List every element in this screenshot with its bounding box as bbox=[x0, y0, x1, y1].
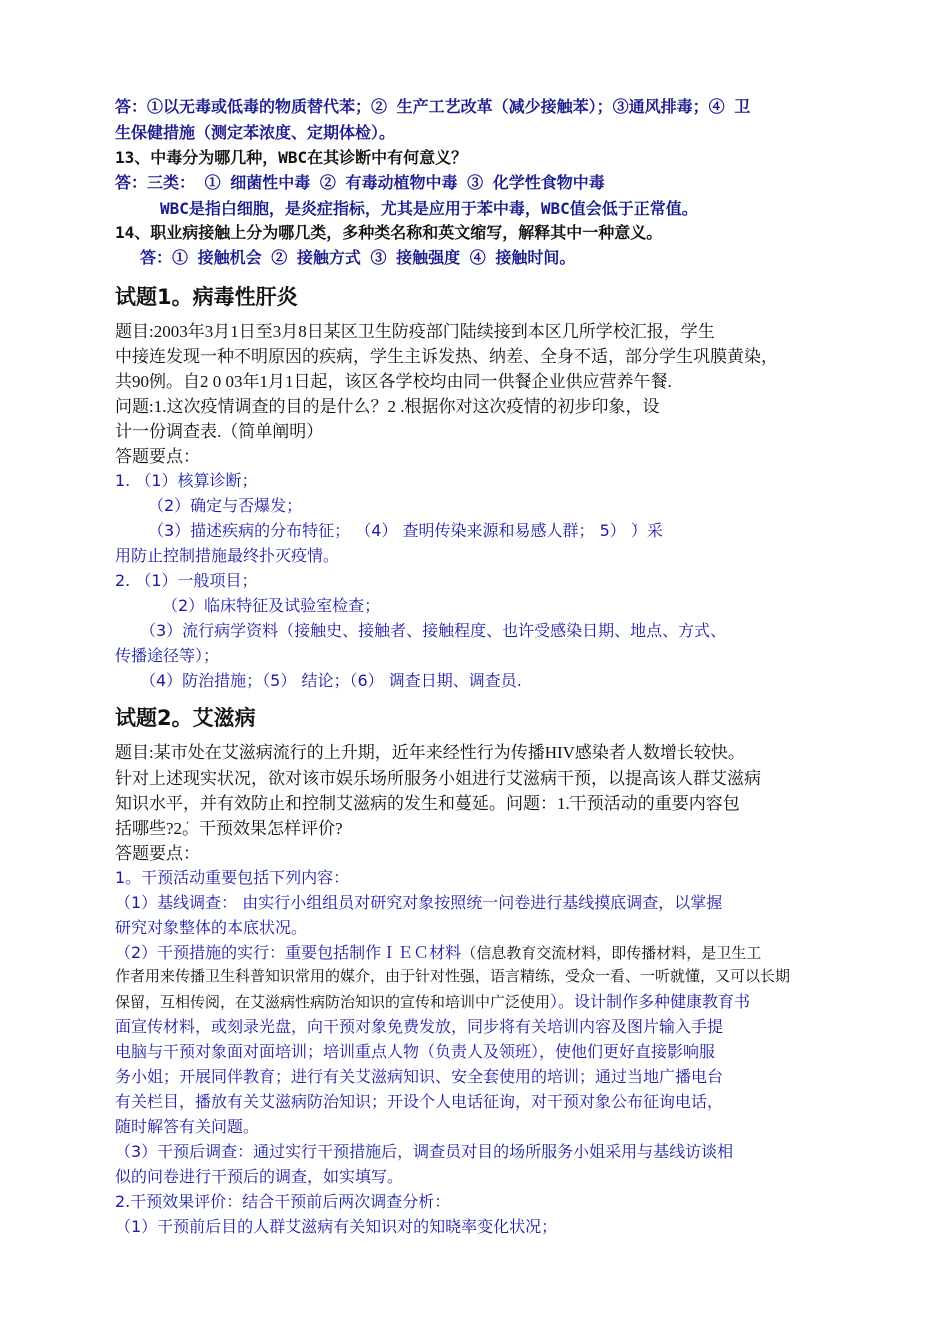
q2-answer-4-main: （2）干预措施的实行：重要包括制作ＩＥＣ材料 bbox=[115, 943, 462, 962]
q1-answer-6: （2）临床特征及试验室检查； bbox=[162, 596, 381, 615]
q2-answer-10: 有关栏目，播放有关艾滋病防治知识；开设个人电话征询，对干预对象公布征询电话， bbox=[115, 1092, 724, 1111]
q2-answer-key-label: 答题要点： bbox=[115, 844, 200, 863]
q2-answer-6-note: 保留，互相传阅，在艾滋病性病防治知识的宣传和培训中广泛使用 bbox=[115, 995, 551, 1011]
q2-answer-15: （1）干预前后目的人群艾滋病有关知识对的知晓率变化状况； bbox=[115, 1217, 558, 1236]
question-13: 13、中毒分为哪几种，WBC在其诊断中有何意义？ bbox=[115, 148, 468, 167]
heading-question-1: 试题1。病毒性肝炎 bbox=[115, 285, 298, 309]
q1-answer-9: （4）防治措施；（5） ܿ结论；（6） ܿ调查日期、调查员. bbox=[140, 671, 522, 690]
q2-answer-14: 2.干预效果评价：结合干预前后两次调查分析： bbox=[115, 1192, 451, 1211]
question-14: 14、职业病接触上分为哪几类，多种类名称和英文缩写，解释其中一种意义。 bbox=[115, 223, 663, 242]
heading-question-2: 试题2。艾滋病 bbox=[115, 706, 256, 730]
q2-answer-12: （3）干预后调查：通过实行干预措施后，调查员对目的场所服务小姐采用与基线访谈相 bbox=[115, 1142, 734, 1161]
q1-prompt-line-2: 中接连发现一种不明原因的疾病，学生主诉发热、纳差、全身不适，部分学生巩膜黄染， bbox=[115, 347, 778, 366]
q2-answer-1: 1。干预活动重要包括下列内容： bbox=[115, 868, 350, 887]
answer-12-line-1: 答：①以无毒或低毒的物质替代苯；② 生产工艺改革（减少接触苯）；③通风排毒；④ 卫 bbox=[115, 97, 751, 116]
q1-answer-2: （2）确定与否爆发； bbox=[148, 496, 303, 515]
q1-prompt-line-3: 共90例。自2 0 03年1月1日起，该区各学校均由同一供餐企业供应营养午餐. bbox=[115, 372, 672, 391]
q2-answer-11: 随时解答有关问题。 bbox=[115, 1117, 260, 1136]
q1-answer-3: （3）描述疾病的分布特征； （4） ܿ查明传染来源和易感人群； 5） ܿ）采 bbox=[148, 521, 663, 540]
q2-prompt-line-1: 题目:某市处在艾滋病流行的上升期，近年来经性行为传播HIV感染者人数增长较快。 bbox=[115, 743, 745, 762]
q2-answer-13: 似的问卷进行干预后的调查，如实填写。 bbox=[115, 1167, 404, 1186]
q2-answer-6-main: ）。设计制作多种健康教育书 bbox=[550, 992, 751, 1011]
q2-answer-3: 研究对象整体的本底状况。 bbox=[115, 918, 308, 937]
q1-answer-8: 传播途径等）； bbox=[115, 646, 220, 665]
q1-prompt-line-1: 题目:2003年3月1日至3月8日某区卫生防疫部门陆续接到本区几所学校汇报，学生 bbox=[115, 322, 715, 341]
q1-answer-key-label: 答题要点： bbox=[115, 447, 200, 466]
q2-answer-4 bbox=[115, 945, 761, 962]
q2-answer-9: 务小姐；开展同伴教育；进行有关艾滋病知识、安全套使用的培训；通过当地广播电台 bbox=[115, 1067, 724, 1086]
q1-prompt-line-5: 计一份调查表.（简单阐明） bbox=[115, 422, 324, 441]
answer-13-line-2: WBC是指白细胞，是炎症指标，尤其是应用于苯中毒，WBC值会低于正常值。 bbox=[160, 199, 698, 218]
q1-prompt-line-4: 问题:1.这次疫情调查的目的是什么？2 ܿ.根据你对这次疫情的初步印象，设 bbox=[115, 397, 660, 416]
q2-prompt-line-2: 针对上述现实状况，欲对该市娱乐场所服务小姐进行艾滋病干预，以提高该人群艾滋病 bbox=[115, 769, 761, 788]
answer-14: 答：① 接触机会 ② 接触方式 ③ 接触强度 ④ 接触时间。 bbox=[140, 248, 576, 267]
q2-prompt-line-4: 括哪些?2ܿ。干预效果怎样评价? bbox=[115, 819, 343, 838]
q2-answer-2: （1）基线调查： 由实行小组组员对研究对象按照统一问卷进行基线摸底调查，以掌握 bbox=[115, 893, 723, 912]
q2-prompt-line-3: 知识水平，并有效防止和控制艾滋病的发生和蔓延。ܿ问题：1ܿ.干预活动的重要内容包 bbox=[115, 794, 740, 813]
answer-12-line-2: 生保健措施（测定苯浓度、定期体检）。 bbox=[115, 123, 396, 142]
q1-answer-1: 1. （1）核算诊断； bbox=[115, 471, 258, 490]
q2-answer-7: 面宣传材料，或刻录光盘，向干预对象免费发放，同步将有关培训内容及图片输入手提 bbox=[115, 1017, 724, 1036]
q1-answer-4: 用防止控制措施最终扑灭疫情。 bbox=[115, 546, 340, 565]
q2-answer-6 bbox=[115, 994, 750, 1011]
q1-answer-7: （3）流行病学资料（接触史、接触者、接触程度、也许受感染日期、地点、方式、 bbox=[140, 621, 727, 640]
q2-answer-5-note: 作者用来传播卫生科普知识常用的媒介，由于针对性强，语言精练，受众一看、一听就懂，又可以长期 bbox=[115, 969, 791, 985]
q2-answer-8: 电脑与干预对象面对面培训；培训重点人物（负责人及领班），使他们更好直接影响服 bbox=[115, 1042, 716, 1061]
answer-13-line-1: 答：三类： ① 细菌性中毒 ② 有毒动植物中毒 ③ 化学性食物中毒 bbox=[115, 173, 605, 192]
q2-answer-4-note: （信息教育交流材料，即传播材料，是卫生工 bbox=[461, 946, 762, 962]
q1-answer-5: 2. （1）一般项目； bbox=[115, 571, 258, 590]
